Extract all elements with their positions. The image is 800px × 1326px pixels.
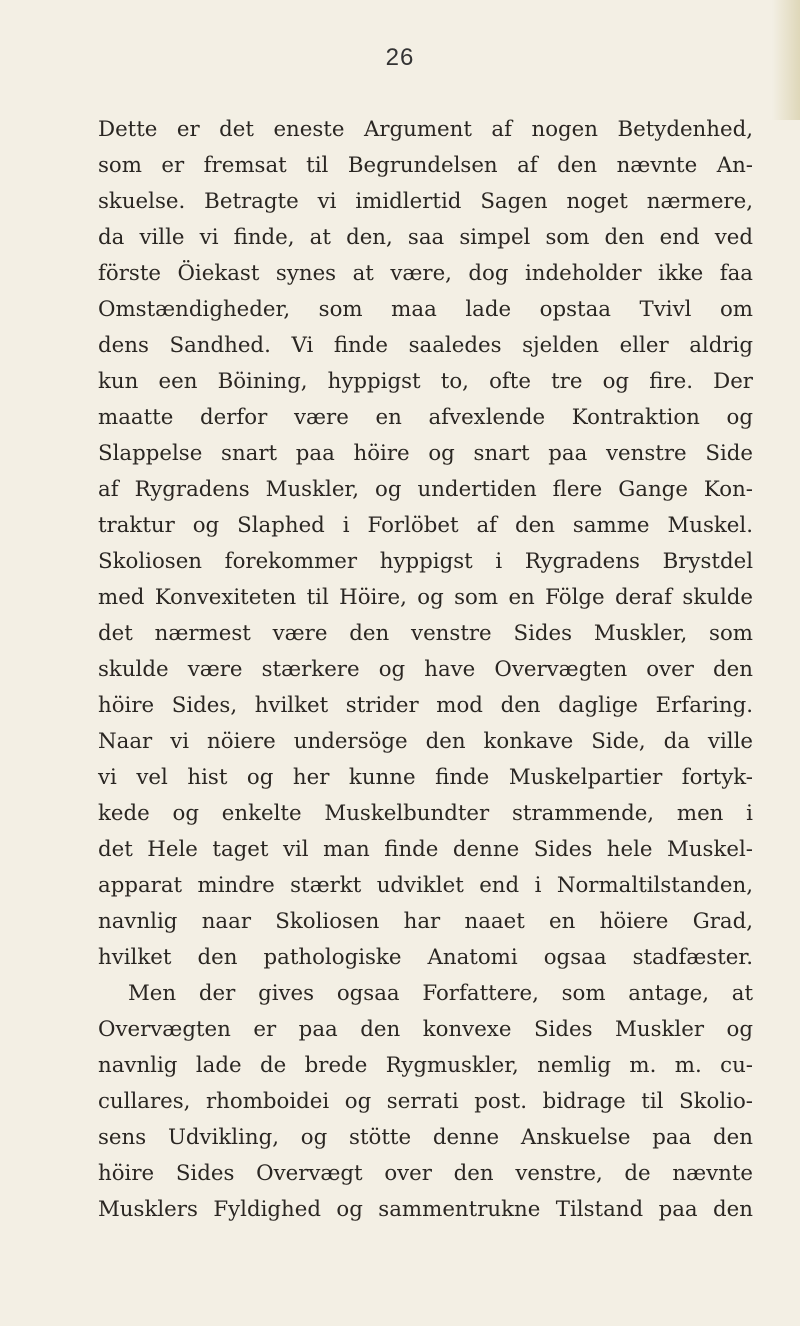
text-line: hvilket den pathologiske Anatomi ogsaa stadfæster. xyxy=(98,945,753,970)
text-line: kede og enkelte Muskelbundter strammende, men i xyxy=(98,801,753,826)
text-line: höire Sides, hvilket strider mod den daglige Erfaring. xyxy=(98,693,753,718)
text-line: Dette er det eneste Argument af nogen Betydenhed, xyxy=(98,117,753,142)
text-line: Omstændigheder, som maa lade opstaa Tvivl om xyxy=(98,297,753,322)
text-line: Musklers Fyldighed og sammentrukne Tilstand paa den xyxy=(98,1197,753,1222)
text-line: höire Sides Overvægt over den venstre, de nævnte xyxy=(98,1161,753,1186)
text-line: maatte derfor være en afvexlende Kontraktion og xyxy=(98,405,753,430)
text-line: skuelse. Betragte vi imidlertid Sagen noget nærmere, xyxy=(98,189,753,214)
text-line: kun een Böining, hyppigst to, ofte tre og fire. Der xyxy=(98,369,753,394)
text-line: skulde være stærkere og have Overvægten over den xyxy=(98,657,753,682)
text-line: som er fremsat til Begrundelsen af den nævnte An- xyxy=(98,153,753,178)
text-line: förste Öiekast synes at være, dog indeholder ikke faa xyxy=(98,261,753,286)
body-text xyxy=(98,112,753,1228)
text-line: Overvægten er paa den konvexe Sides Muskler og xyxy=(98,1017,753,1042)
page-number: 26 xyxy=(385,44,415,71)
text-line: med Konvexiteten til Höire, og som en Fölge deraf skulde xyxy=(98,585,753,610)
text-line: Skoliosen forekommer hyppigst i Rygradens Brystdel xyxy=(98,549,753,574)
text-line: af Rygradens Muskler, og undertiden flere Gange Kon- xyxy=(98,477,753,502)
text-line: Slappelse snart paa höire og snart paa venstre Side xyxy=(98,441,753,466)
text-line: vi vel hist og her kunne finde Muskelpartier fortyk- xyxy=(98,765,753,790)
text-line: traktur og Slaphed i Forlöbet af den samme Muskel. xyxy=(98,513,753,538)
text-line: dens Sandhed. Vi finde saaledes sjelden eller aldrig xyxy=(98,333,753,358)
text-line: det nærmest være den venstre Sides Muskler, som xyxy=(98,621,753,646)
text-line: da ville vi finde, at den, saa simpel som den end ved xyxy=(98,225,753,250)
text-line: apparat mindre stærkt udviklet end i Normaltilstanden, xyxy=(98,873,753,898)
text-line: Naar vi nöiere undersöge den konkave Side, da ville xyxy=(98,729,753,754)
text-line: navnlig naar Skoliosen har naaet en höiere Grad, xyxy=(98,909,753,934)
text-line: cullares, rhomboidei og serrati post. bidrage til Skolio- xyxy=(98,1089,753,1114)
text-line: navnlig lade de brede Rygmuskler, nemlig m. m. cu- xyxy=(98,1053,753,1078)
text-line: Men der gives ogsaa Forfattere, som antage, at xyxy=(128,981,753,1006)
text-line: det Hele taget vil man finde denne Sides hele Muskel- xyxy=(98,837,753,862)
text-line: sens Udvikling, og stötte denne Anskuelse paa den xyxy=(98,1125,753,1150)
